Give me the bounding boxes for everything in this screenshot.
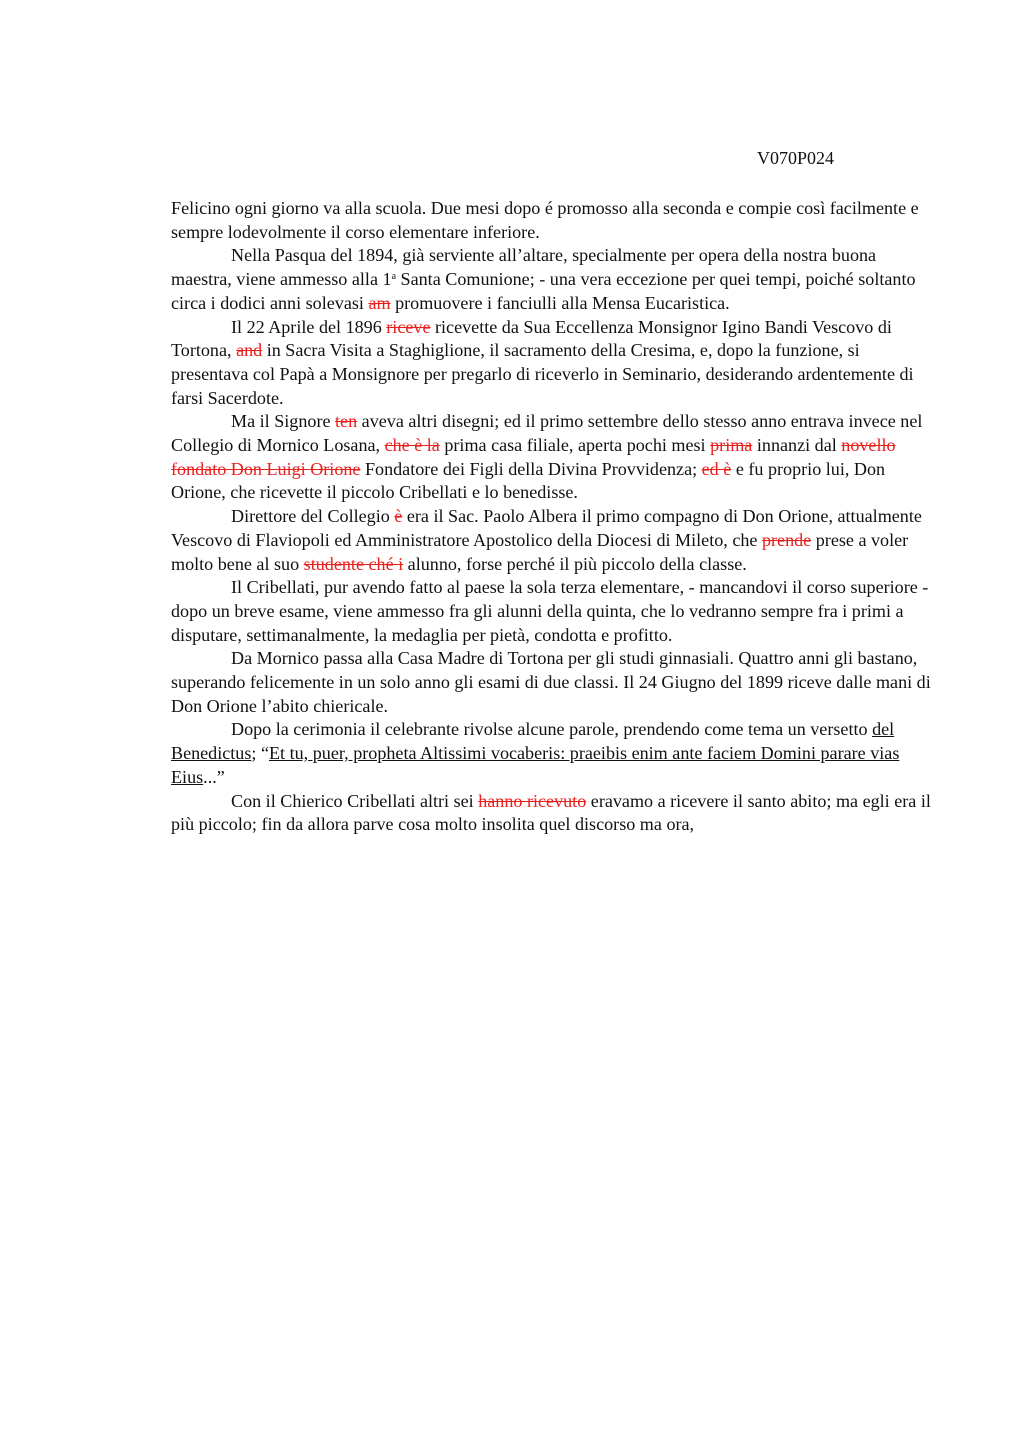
deleted-text: prende	[761, 529, 812, 550]
text-run: alunno, forse perché il più piccolo della classe.	[403, 553, 747, 574]
paragraph-4	[171, 410, 931, 505]
superscript: a	[391, 271, 397, 283]
text-run: ricevette da Sua Eccellenza Monsignor Igino Bandi Vescovo di Tortona,	[171, 316, 892, 361]
paragraph-3	[171, 316, 931, 411]
text-run: Santa Comunione; - una vera eccezione per quei tempi, poiché soltanto circa i dodici anni solevasi	[171, 269, 916, 313]
paragraph-9	[171, 790, 931, 837]
text-run: Con il Chierico Cribellati altri sei	[231, 790, 479, 811]
paragraph-6	[171, 576, 931, 647]
deleted-text: prima	[710, 435, 753, 456]
deleted-text: and	[236, 340, 263, 361]
deleted-text: ed è	[701, 458, 732, 479]
text-run: Da Mornico passa alla Casa Madre di Tortona per gli studi ginnasiali. Quattro anni gli bastano, superando felicemente in un solo anno gli esami di due classi. Il 24 Giugno del 1899 riceve dalle mani di Don Orione l’abito chiericale.	[171, 648, 931, 716]
text-run: Dopo la cerimonia il celebrante rivolse alcune parole, prendendo come tema un versetto	[231, 719, 873, 740]
text-run: prese a voler molto bene al suo	[171, 529, 909, 574]
text-run: innanzi dal	[752, 435, 842, 456]
deleted-text: hanno ricevuto	[478, 790, 587, 811]
text-run: Il Cribellati, pur avendo fatto al paese la sola terza elementare, - mancandovi il corso superiore - dopo un breve esame, viene ammesso fra gli alunni della quinta, che lo vedranno sempre fra i primi a disputare, settimanalmente, la medaglia per pietà, condotta e profitto.	[171, 577, 929, 645]
deleted-text: studente ché i	[303, 553, 404, 574]
text-run: in Sacra Visita a Staghiglione, il sacramento della Cresima, e, dopo la funzione, si presentava col Papà a Monsignore per pregarlo di riceverlo in Seminario, desiderando ardentemente di farsi Sacerdote.	[171, 340, 914, 408]
document-body	[171, 197, 931, 837]
deleted-text: am	[368, 292, 391, 313]
text-run: e fu proprio lui, Don Orione, che ricevette il piccolo Cribellati e lo benedisse.	[171, 458, 886, 503]
text-run: promuovere i fanciulli alla Mensa Eucaristica.	[390, 292, 730, 313]
text-run: era il Sac. Paolo Albera il primo compagno di Don Orione, attualmente Vescovo di Flaviopoli ed Amministratore Apostolico della Diocesi di Mileto, che	[171, 506, 922, 550]
underlined-text: del Benedictus	[171, 719, 895, 764]
text-run: eravamo a ricevere il santo abito; ma egli era il più piccolo; fin da allora parve cosa molto insolita quel discorso ma ora,	[171, 790, 931, 835]
paragraph-7	[171, 647, 931, 718]
paragraph-8	[171, 718, 931, 789]
text-run: Nella Pasqua del 1894, già serviente all’altare, specialmente per opera della nostra buona maestra, viene ammesso alla 1	[171, 245, 877, 290]
deleted-text: riceve	[386, 316, 431, 337]
text-run: Felicino ogni giorno va alla scuola. Due mesi dopo é promosso alla seconda e compie così facilmente e sempre lodevolmente il corso elementare inferiore.	[171, 198, 919, 242]
deleted-text: ten	[335, 411, 358, 432]
text-run: Direttore del Collegio	[231, 506, 395, 527]
deleted-text: che è la	[384, 435, 440, 456]
text-run: ...”	[203, 766, 225, 787]
deleted-text: è	[394, 506, 403, 527]
page-code: V070P024	[757, 148, 835, 168]
underlined-quote: Et tu, puer, propheta Altissimi vocaberis: praeibis enim ante faciem Domini parare vias Eius	[171, 743, 900, 787]
paragraph-2	[171, 244, 931, 315]
text-run: Ma il Signore	[231, 411, 336, 432]
paragraph-5	[171, 505, 931, 576]
text-run: Il 22 Aprile del 1896	[231, 316, 387, 337]
text-run: aveva altri disegni; ed il primo settembre dello stesso anno entrava invece nel Collegio di Mornico Losana,	[171, 411, 923, 456]
text-run: ; “	[251, 743, 269, 764]
paragraph-1	[171, 197, 931, 244]
deleted-text: novello fondato Don Luigi Orione	[171, 435, 896, 479]
text-run: prima casa filiale, aperta pochi mesi	[439, 435, 711, 456]
text-run: Fondatore dei Figli della Divina Provvidenza;	[360, 458, 702, 479]
